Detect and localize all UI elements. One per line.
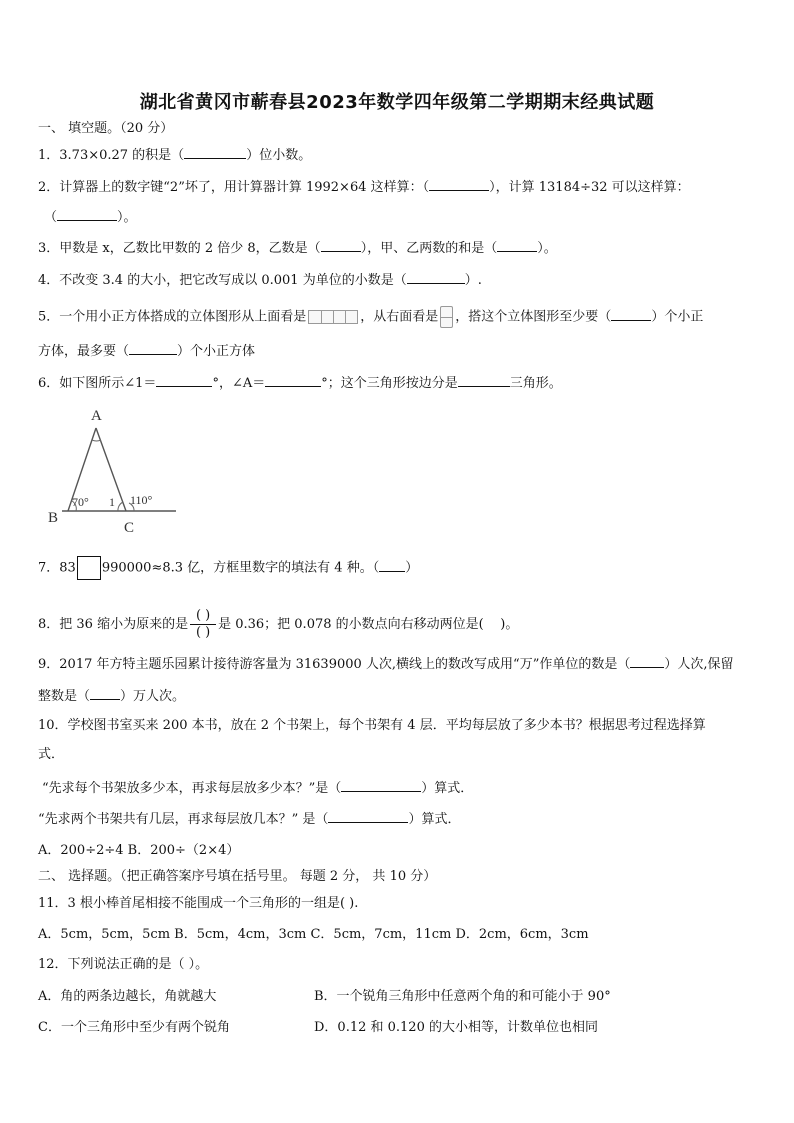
- answer-blank[interactable]: [328, 810, 408, 823]
- question-7: 7．83 990000≈8.3 亿，方框里数字的填法有 4 种。（ ）: [38, 556, 418, 580]
- question-2-cont: （ ）。: [44, 210, 137, 225]
- section-2-heading: 二、 选择题。（把正确答案序号填在括号里。 每题 2 分， 共 10 分）: [38, 869, 437, 884]
- right-view-figure: [440, 306, 453, 328]
- question-9: 9．2017 年方特主题乐园累计接待游客量为 31639000 人次,横线上的数改写成用“万”作单位的数是（ ）人次,保留: [38, 657, 734, 672]
- question-11: 11．3 根小棒首尾相接不能围成一个三角形的一组是( ).: [38, 896, 359, 911]
- angle-ext-label: 110°: [130, 493, 153, 507]
- answer-blank[interactable]: [129, 342, 177, 355]
- answer-blank[interactable]: [429, 178, 489, 191]
- answer-blank[interactable]: [265, 374, 321, 387]
- question-10-options: A．200÷2÷4 B．200÷（2×4）: [38, 843, 240, 858]
- question-12: 12．下列说法正确的是（ ）。: [38, 957, 209, 972]
- answer-blank[interactable]: [458, 374, 510, 387]
- question-3: 3．甲数是 x，乙数比甲数的 2 倍少 8，乙数是（ ），甲、乙两数的和是（ ）。: [38, 241, 557, 256]
- triangle-figure: [40, 400, 180, 542]
- question-8: 8．把 36 缩小为原来的是 $\frac{( )}{( )}$ 是 0.36；把 0.078 的小数点向右移动两位是( )。: [38, 608, 519, 640]
- question-9-cont: 整数是（ ）万人次。: [38, 689, 186, 704]
- question-10-cont: 式．: [38, 747, 65, 762]
- question-10-method-2: “先求两个书架共有几层，再求每层放几本？” 是（ ）算式．: [38, 812, 461, 827]
- answer-blank[interactable]: [57, 208, 117, 221]
- angle-a-arc: [92, 440, 101, 441]
- question-6: 6．如下图所示∠1＝ °，∠A＝ °；这个三角形按边分是 三角形。: [38, 376, 562, 391]
- answer-blank[interactable]: [611, 308, 651, 321]
- question-11-options: A．5cm，5cm，5cm B．5cm，4cm，3cm C．5cm，7cm，11cm D．2cm，6cm，3cm: [38, 927, 589, 942]
- question-5-cont: 方体，最多要（ ）个小正方体: [38, 344, 256, 359]
- page-title: 湖北省黄冈市蕲春县2023年数学四年级第二学期期末经典试题: [139, 92, 655, 113]
- vertex-a-label: A: [91, 408, 102, 424]
- angle-1-arc: [118, 502, 123, 511]
- answer-blank[interactable]: [407, 271, 465, 284]
- question-1: 1．3.73×0.27 的积是（ ）位小数。: [38, 148, 312, 163]
- question-12-option-b[interactable]: B．一个锐角三角形中任意两个角的和可能小于 90°: [314, 989, 611, 1004]
- angle-1-label: 1: [109, 495, 115, 509]
- top-view-figure: [308, 310, 358, 324]
- answer-blank[interactable]: [156, 374, 212, 387]
- answer-blank[interactable]: [341, 779, 421, 792]
- answer-blank[interactable]: [497, 239, 537, 252]
- question-5: 5．一个用小正方体搭成的立体图形从上面看是 ，从右面看是 ，搭这个立体图形至少要（ ）个小正: [38, 306, 703, 328]
- answer-blank[interactable]: [630, 655, 664, 668]
- question-12-option-d[interactable]: D．0.12 和 0.120 的大小相等，计数单位也相同: [314, 1020, 598, 1035]
- question-10-method-1: “先求每个书架放多少本，再求每层放多少本？”是（ ）算式．: [42, 781, 474, 796]
- fraction-blank[interactable]: $\frac{( )}{( )}$: [190, 608, 216, 641]
- question-12-option-c[interactable]: C．一个三角形中至少有两个锐角: [38, 1020, 230, 1035]
- answer-blank[interactable]: [321, 239, 361, 252]
- answer-blank[interactable]: [90, 687, 120, 700]
- question-2: 2．计算器上的数字键“2”坏了，用计算器计算 1992×64 这样算：（ ），计算 13184÷32 可以这样算：: [38, 180, 690, 195]
- vertex-c-label: C: [124, 520, 135, 536]
- question-12-option-a[interactable]: A．角的两条边越长，角就越大: [38, 989, 217, 1004]
- angle-b-label: 70°: [72, 495, 89, 509]
- section-1-heading: 一、 填空题。（20 分）: [38, 121, 174, 136]
- question-4: 4．不改变 3.4 的大小，把它改写成以 0.001 为单位的小数是（ ）.: [38, 273, 482, 288]
- answer-blank[interactable]: [184, 146, 246, 159]
- answer-blank[interactable]: [379, 559, 405, 572]
- question-10: 10．学校图书室买来 200 本书，放在 2 个书架上，每个书架有 4 层．平均每层放了多少本书？根据思考过程选择算: [38, 718, 706, 733]
- vertex-b-label: B: [48, 510, 59, 526]
- digit-box[interactable]: [77, 556, 101, 580]
